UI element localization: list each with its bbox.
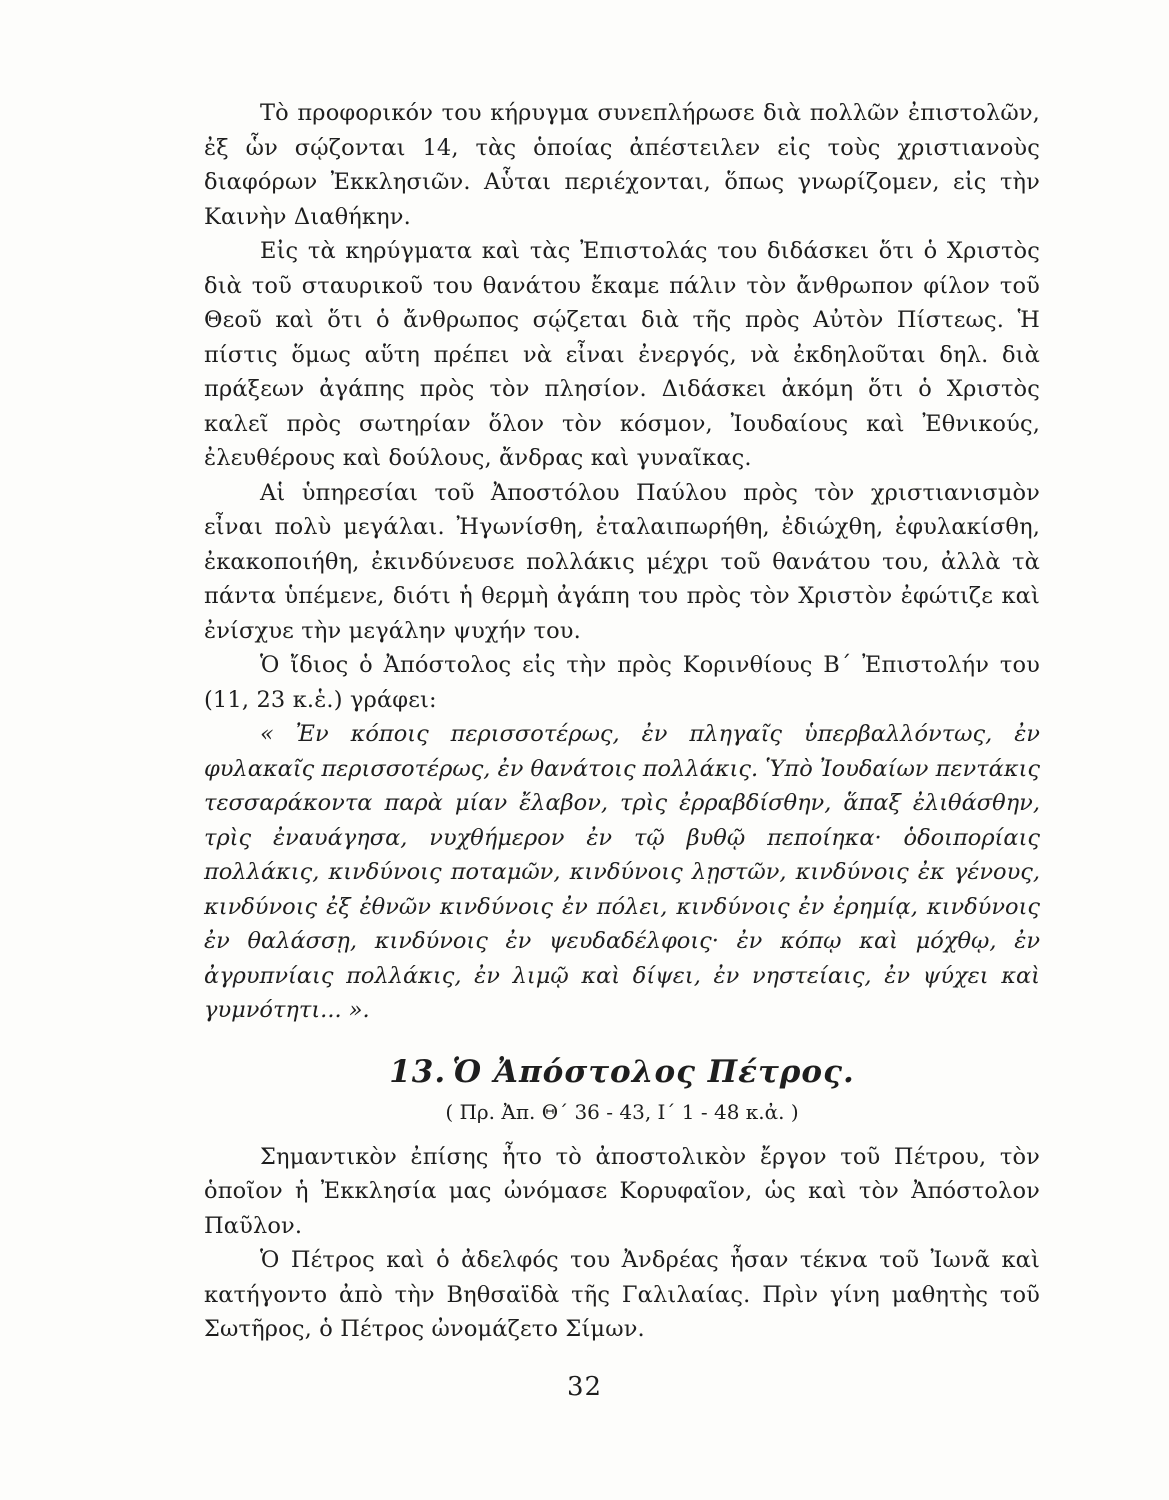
section-title: Ὁ Ἀπόστολος Πέτρος. — [452, 1053, 855, 1090]
quotation-corinthians: « Ἐν κόποις περισσοτέρως, ἐν πληγαῖς ὑπερβαλλόντως, ἐν φυλακαῖς περισσοτέρως, ἐν θανάτοις πολλάκις. Ὑπὸ Ἰουδαίων πεντάκις τεσσαράκοντα παρὰ μίαν ἔλαβον, τρὶς ἐρραβδίσθην, ἅπαξ ἐλιθάσθην, τρὶς ἐναυάγησα, νυχθήμερον ἐν τῷ βυθῷ πεποίηκα· ὁδοιπορίαις πολλάκις, κινδύνοις ποταμῶν, κινδύνοις λῃστῶν, κινδύνοις ἐκ γένους, κινδύνοις ἐξ ἐθνῶν κινδύνοις ἐν πόλει, κινδύνοις ἐν ἐρημίᾳ, κινδύνοις ἐν θαλάσσῃ, κινδύνοις ἐν ψευδαδέλφοις· ἐν κόπῳ καὶ μόχθῳ, ἐν ἀγρυπνίαις πολλάκις, ἐν λιμῷ καὶ δίψει, ἐν νηστείαις, ἐν ψύχει καὶ γυμνότητι... ». — [204, 721, 1040, 1023]
section-heading — [204, 1052, 1040, 1092]
paragraph-teaching: Εἰς τὰ κηρύγματα καὶ τὰς Ἐπιστολάς του διδάσκει ὅτι ὁ Χριστὸς διὰ τοῦ σταυρικοῦ του θανάτου ἔκαμε πάλιν τὸν ἄνθρωπον φίλον τοῦ Θεοῦ καὶ ὅτι ὁ ἄνθρωπος σῴζεται διὰ τῆς πρὸς Αὐτὸν Πίστεως. Ἡ πίστις ὅμως αὕτη πρέπει νὰ εἶναι ἐνεργός, νὰ ἐκδηλοῦται δηλ. διὰ πράξεων ἀγάπης πρὸς τὸν πλησίον. Διδάσκει ἀκόμη ὅτι ὁ Χριστὸς καλεῖ πρὸς σωτηρίαν ὅλον τὸν κόσμον, Ἰουδαίους καὶ Ἐθνικούς, ἐλευθέρους καὶ δούλους, ἄνδρας καὶ γυναῖκας. — [204, 238, 1040, 471]
section-reference: ( Πρ. Ἀπ. Θ΄ 36 - 43, Ι΄ 1 - 48 κ.ἀ. ) — [445, 1099, 799, 1124]
section-number: 13. — [389, 1053, 447, 1090]
paragraph-quote-intro: Ὁ ἴδιος ὁ Ἀπόστολος εἰς τὴν πρὸς Κορινθίους Β΄ Ἐπιστολήν του (11, 23 κ.ἑ.) γράφει: — [204, 652, 1040, 713]
paragraph-services: Αἱ ὑπηρεσίαι τοῦ Ἀποστόλου Παύλου πρὸς τὸν χριστιανισμὸν εἶναι πολὺ μεγάλαι. Ἠγωνίσθη, ἐταλαιπωρήθη, ἐδιώχθη, ἐφυλακίσθη, ἐκακοποιήθη, ἐκινδύνευσε πολλάκις μέχρι τοῦ θανάτου του, ἀλλὰ τὰ πάντα ὑπέμενε, διότι ἡ θερμὴ ἀγάπη του πρὸς τὸν Χριστὸν ἐφώτιζε καὶ ἐνίσχυε τὴν μεγάλην ψυχήν του. — [204, 479, 1040, 644]
paragraph-peter-origin: Ὁ Πέτρος καὶ ὁ ἀδελφός του Ἀνδρέας ἦσαν τέκνα τοῦ Ἰωνᾶ καὶ κατήγοντο ἀπὸ τὴν Βηθσαϊδὰ τῆς Γαλιλαίας. Πρὶν γίνη μαθητὴς τοῦ Σωτῆρος, ὁ Πέτρος ὠνομάζετο Σίμων. — [204, 1247, 1040, 1342]
paragraph-epistles: Τὸ προφορικόν του κήρυγμα συνεπλήρωσε διὰ πολλῶν ἐπιστολῶν, ἐξ ὧν σῴζονται 14, τὰς ὁποίας ἀπέστειλεν εἰς τοὺς χριστιανοὺς διαφόρων Ἐκκλησιῶν. Αὗται περιέχονται, ὅπως γνωρίζομεν, εἰς τὴν Καινὴν Διαθήκην. — [204, 100, 1040, 230]
page-number: 32 — [566, 1372, 603, 1402]
page-body — [204, 96, 1040, 1347]
paragraph-peter-work: Σημαντικὸν ἐπίσης ἦτο τὸ ἀποστολικὸν ἔργον τοῦ Πέτρου, τὸν ὁποῖον ἡ Ἐκκλησία μας ὠνόμασε Κορυφαῖον, ὡς καὶ τὸν Ἀπόστολον Παῦλον. — [204, 1143, 1040, 1239]
